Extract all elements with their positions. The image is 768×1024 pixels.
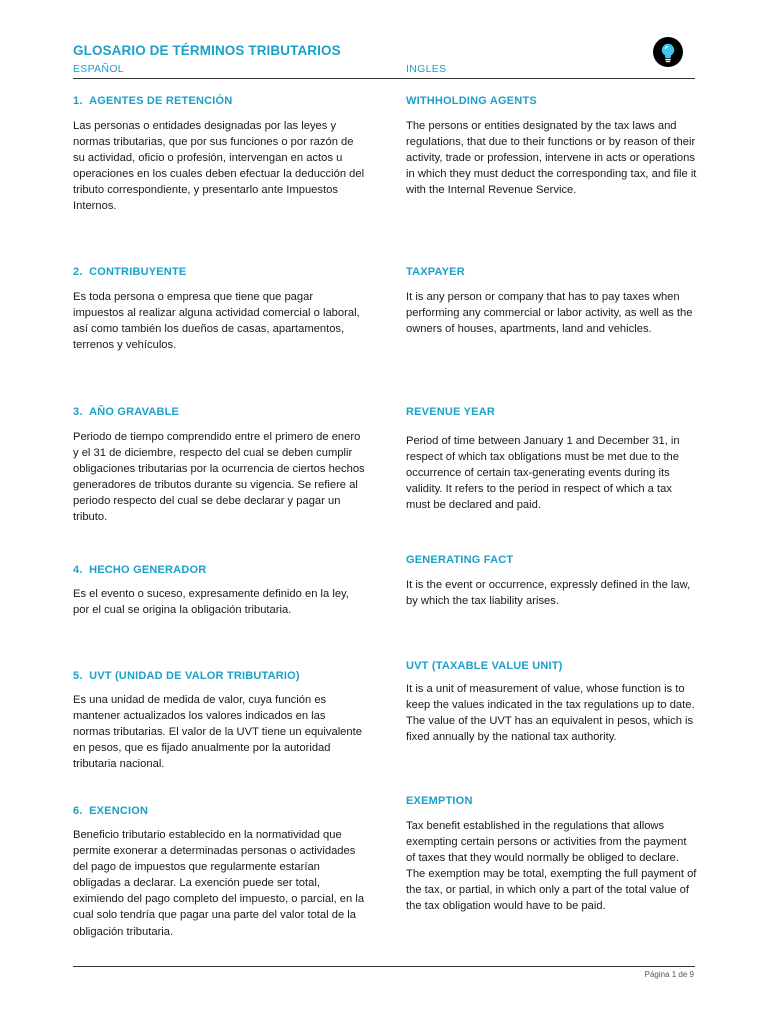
term-definition-es: Es el evento o suceso, expresamente definido en la ley, por el cual se origina la obligación tributaria. [73, 588, 349, 617]
term-title-en: REVENUE YEAR [406, 406, 495, 418]
column-header-english: INGLES [406, 63, 447, 75]
term-definition-es: Las personas o entidades designadas por las leyes y normas tributarias, que por sus funciones o por razón de su actividad, oficio o profesión, intervengan en actos u operaciones en los cuales deben efectuar la deducción del tributo correspondiente, y presentarlo ante Impuestos Internos. [73, 120, 365, 213]
term-title-en: TAXPAYER [406, 266, 465, 278]
term-title-en: GENERATING FACT [406, 554, 514, 566]
term-title-en: EXEMPTION [406, 795, 473, 807]
term-definition-en: It is a unit of measurement of value, whose function is to keep the values indicated in the tax regulations up to date. The value of the UVT has an equivalent in pesos, which is fixed annually by the national tax authority. [406, 683, 695, 744]
term-title-en: UVT (TAXABLE VALUE UNIT) [406, 660, 563, 672]
term-title-es: 4. HECHO GENERADOR [73, 564, 207, 576]
header-divider [73, 78, 695, 79]
term-title-es: 1. AGENTES DE RETENCIÓN [73, 95, 233, 107]
term-definition-es: Beneficio tributario establecido en la normatividad que permite exonerar a determinadas personas o actividades del pago de impuestos que regularmente estarían obligadas a declarar. La exención puede ser total, eximiendo del pago completo del impuesto, o parcial, en la cual solo tendría que pagar una parte del valor total de la obligación tributaria. [73, 829, 365, 938]
lightbulb-icon [653, 37, 683, 67]
term-definition-es: Es una unidad de medida de valor, cuya función es mantener actualizados los valores indicados en las normas tributarias. El valor de la UVT tiene un equivalente en pesos, que es fijado anualmente por la autoridad tributaria nacional. [73, 694, 362, 771]
term-definition-en: It is the event or occurrence, expressly defined in the law, by which the tax liability arises. [406, 579, 691, 608]
term-title-es: 5. UVT (UNIDAD DE VALOR TRIBUTARIO) [73, 670, 300, 682]
term-title-es: 3. AÑO GRAVABLE [73, 406, 180, 418]
term-definition-en: The persons or entities designated by the tax laws and regulations, that due to their functions or by reason of their activity, trade or profession, intervene in acts or operations in which they must deduct the corresponding tax, and file it with the Internal Revenue Service. [406, 120, 697, 197]
term-definition-en: Tax benefit established in the regulations that allows exempting certain persons or activities from the payment of taxes that they would normally be obliged to declare. The exemption may be total, exempting the full payment of the tax, or partial, in which only a part of the total value of the tax obligation would have to be paid. [406, 820, 697, 913]
term-definition-en: Period of time between January 1 and December 31, in respect of which tax obligations must be met due to the occurrence of certain tax-generating events during its validity. It refers to the period in respect of which a tax must be declared and paid. [406, 435, 680, 512]
term-title-es: 6. EXENCION [73, 805, 149, 817]
page-number: Página 1 de 9 [644, 970, 694, 979]
term-definition-es: Es toda persona o empresa que tiene que pagar impuestos al realizar alguna actividad comercial o laboral, así como también los dueños de casas, apartamentos, terrenos y vehículos. [73, 291, 360, 352]
term-definition-es: Periodo de tiempo comprendido entre el primero de enero y el 31 de diciembre, respecto del cual se deben cumplir obligaciones tributarias por la ocurrencia de ciertos hechos generadores de tributos durante su vigencia. Se refiere al periodo respecto del cual se debe declarar y pagar un tributo. [73, 431, 365, 524]
term-title-en: WITHHOLDING AGENTS [406, 95, 537, 107]
term-title-es: 2. CONTRIBUYENTE [73, 266, 187, 278]
column-header-spanish: ESPAÑOL [73, 63, 124, 75]
page-title: GLOSARIO DE TÉRMINOS TRIBUTARIOS [73, 43, 341, 58]
term-definition-en: It is any person or company that has to pay taxes when performing any commercial or labor activity, as well as the owners of houses, apartments, land and vehicles. [406, 291, 693, 336]
footer-divider [73, 966, 695, 967]
